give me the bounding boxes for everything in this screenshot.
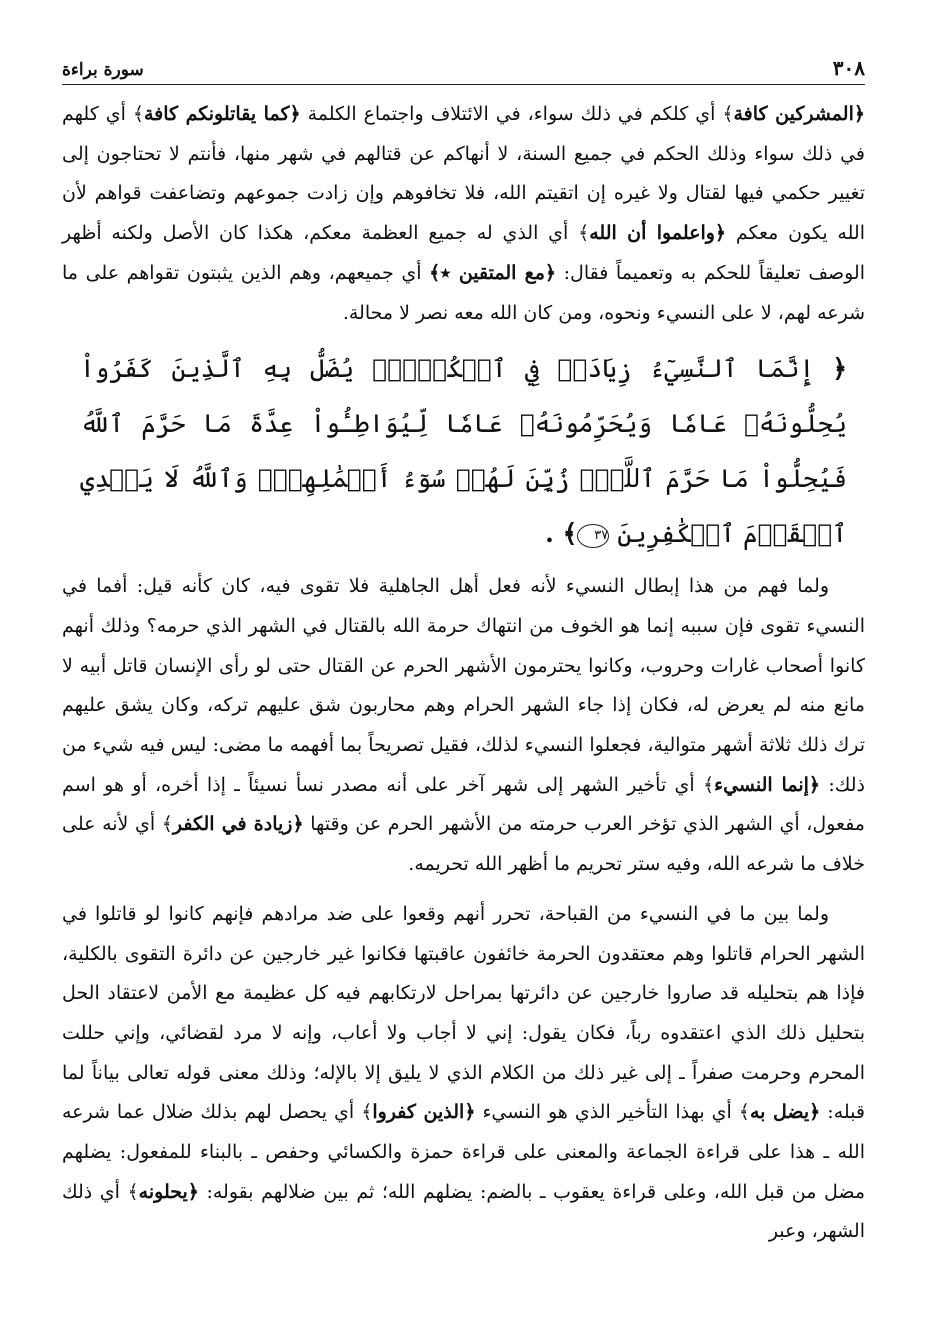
text-segment: ﴾ أي يحصل لهم بذلك ضلال عما شرعه الله ـ هذا على قراءة الجماعة والمعنى على قراءة حمزة والكسائي وحفص ـ بالبناء للمفعول: يضلهم مضل من قبل الله، وعلى قراءة يعقوب ـ بالضم: يضلهم الله؛ ثم بين ضلالهم بقوله: [62,1101,866,1203]
text-segment: ﴾ أي بهذا التأخير الذي هو النسيء [475,1101,750,1124]
surah-title: سورة براءة [62,60,144,80]
text-segment: ﴾ أي كلكم في ذلك سواء، في الائتلاف واجتماع الكلمة [300,103,734,125]
quote-maa-almuttaqin: ﴿مع المتقين ٭﴾ [429,261,557,284]
text-segment: ﴾ أي ذلك الشهر، وعبر [62,1180,865,1243]
quote-waalamu: ﴿واعلموا أن الله [589,222,727,245]
text-segment: ﴾ أي تأخير الشهر إلى شهر آخر على أنه مصدر نسأ نسيئاً ـ إذا أخره، أو هو اسم مفعول، أي الشهر الذي تؤخر العرب حرمته من الأشهر الحرم عن وقتها [62,773,865,836]
paragraph-3 [62,895,865,1252]
paragraph-gap [62,885,865,895]
quran-close-bracket: ﴾ . [545,519,578,549]
quran-open-bracket: ﴿ [832,354,847,384]
quote-yudillu-bihi: ﴿يضل به [749,1101,821,1124]
ayah-number-marker: ٣٧ [577,524,609,548]
quote-alladhina-kafaru: ﴿الذين كفروا [372,1101,476,1124]
text-segment: ولما فهم من هذا إبطال النسيء لأنه فعل أهل الجاهلية فلا تقوى فيه، كان كأنه قيل: أفما في النسيء تقوى فإن سببه إنما هو الخوف من انتهاك حرمة الله بالقتال في الشهر الذي حرمه؟ وذلك أنهم كانوا أصحاب غارات وحروب، وكانوا يحترمون الأشهر الحرم عن القتال حتى لو رأى الإنسان قاتل أبيه لا مانع منه لم يعرض له، فكان إذا جاء الشهر الحرام وهم محاربون شق عليهم تركه، وكان يشق عليهم ترك ذلك ثلاثة أشهر متوالية، فجعلوا النسيء لذلك، فقيل تصريحاً بما أفهمه ما مضى: ليس فيه شيء من ذلك: [62,575,865,796]
text-segment: ﴾ أي لأنه على خلاف ما شرعه الله، وفيه ستر تحريم ما أظهر الله تحريمه. [62,813,865,876]
text-segment: ولما بين ما في النسيء من القباحة، تحرر أنهم وقعوا على ضد مرادهم فإنهم كانوا لو قاتلوا في الشهر الحرام قاتلوا وهم معتقدون الحرمة خائفون عاقبتها فكانوا غير خارجين عن دائرة التقوى بالكلية، فإذا هم بتحليله قد صاروا خارجين عن دائرتها بمراحل لارتكابهم فيه كل عظيمة مع الأمن لاعتقاد الحل بتحليل ذلك الذي اعتقدوه رباً، فكان يقول: إني لا أجاب ولا أعاب، وإنه لا مرد لقضائي، وإني حللت المحرم وحرمت صفراً ـ إلى غير ذلك من الكلام الذي لا يليق إلا بالإله؛ وذلك معنى قوله تعالى بياناً لما قبله: [62,902,866,1124]
text-segment: ﴾ أي كلهم في ذلك سواء وذلك الحكم في جميع السنة، لا أنهاكم عن قتالهم في شهر منها، فأنتم لا تحتاجون إلى تغيير حكمي فيها لقتال ولا غيره إن اتقيتم الله، فلا تخافوهم وإن زادت جموعهم وتضاعفت قواهم لأن الله يكون معكم [62,103,865,245]
quran-text: إِنَّمَا ٱلنَّسِيٓءُ زِيَادَةٞ فِي ٱلۡكُفۡرِۖ يُضَلُّ بِهِ ٱلَّذِينَ كَفَرُواْ يُحِلُّونَهُۥ عَامٗا وَيُحَرِّمُونَهُۥ عَامٗا لِّيُوَاطِـُٔواْ عِدَّةَ مَا حَرَّمَ ٱللَّهُ فَيُحِلُّواْ مَا حَرَّمَ ٱللَّهُۚ زُيِّنَ لَهُمۡ سُوٓءُ أَعۡمَٰلِهِمۡۗ وَٱللَّهُ لَا يَهۡدِي ٱلۡقَوۡمَ ٱلۡكَٰفِرِينَ [80,354,848,549]
quran-verse [80,341,847,561]
quote-kama-yuqatilunakum: ﴿كما يقاتلونكم كافة [143,103,301,125]
quote-innama-alnasi: ﴿إنما النسيء [714,773,821,796]
quote-mushrikin-kaffa: المشركين كافة [733,103,854,125]
quote-yuhillunahu: ﴿يحلونه [138,1180,199,1203]
page-body [62,95,865,1252]
text-segment: أي جميعهم، وهم الذين يثبتون تقواهم على ما شرعه لهم، لا على النسيء ونحوه، ومن كان الله معه نصر لا محالة. [62,261,865,324]
paragraph-1 [62,95,865,333]
page-number: ٣٠٨ [832,56,865,80]
page-header [62,0,865,85]
quote-open: ﴿ [853,103,865,125]
quote-ziyada-fi-alkufr: ﴿زيادة في الكفر [172,813,304,836]
paragraph-2 [62,567,865,885]
text-segment: ﴾ أي الذي له جميع العظمة معكم، هكذا كان الأصل ولكنه أظهر الوصف تعليقاً للحكم به وتعميماً فقال: [62,222,866,284]
